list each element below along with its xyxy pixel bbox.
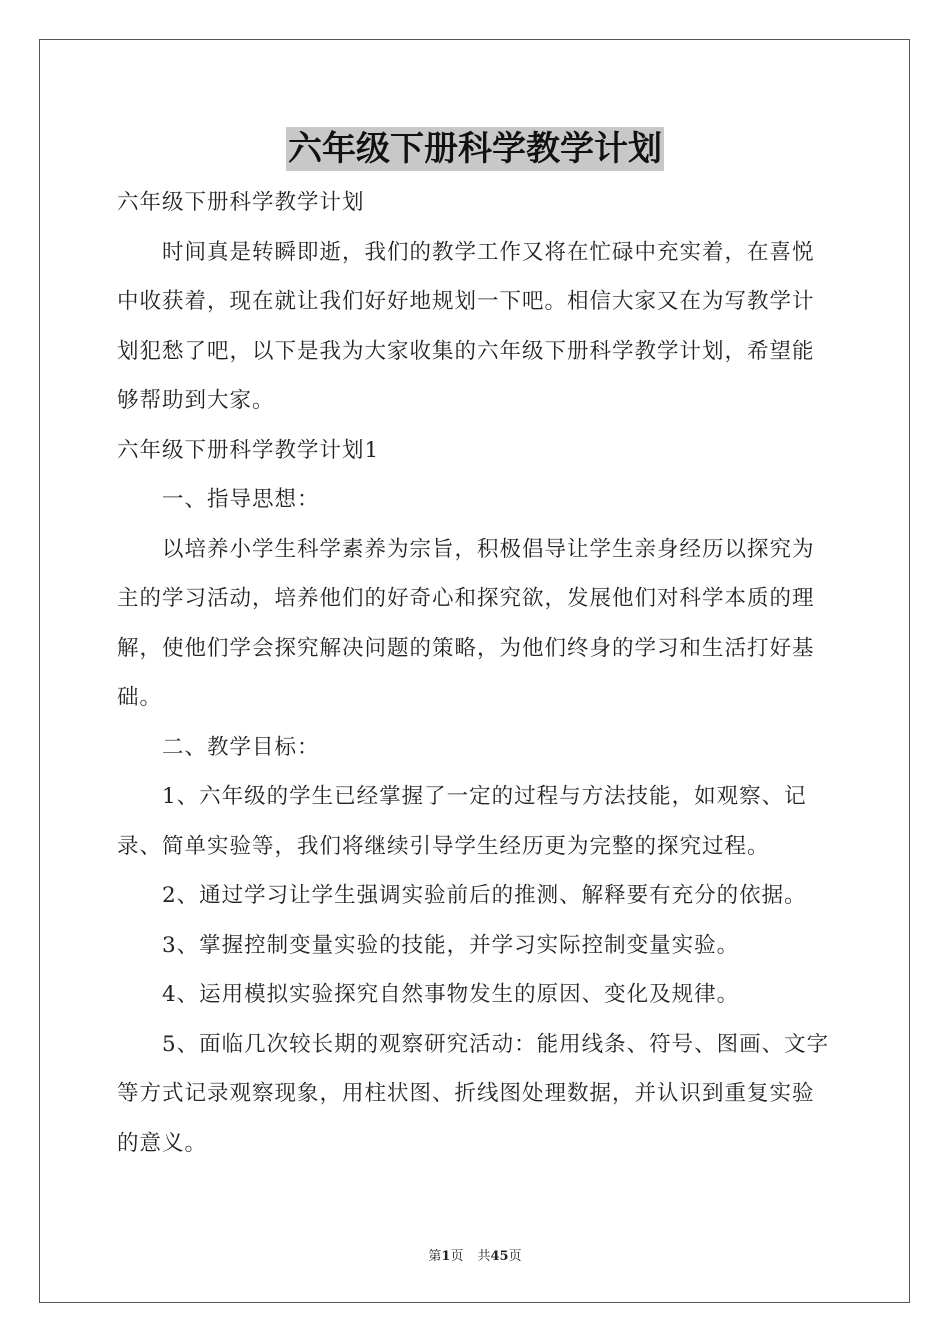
title-container bbox=[0, 127, 950, 171]
current-page-number: 1 bbox=[441, 1249, 451, 1264]
page-footer bbox=[0, 1245, 950, 1264]
total-prefix: 共 bbox=[477, 1249, 491, 1264]
goal-item-5: 5、面临几次较长期的观察研究活动：能用线条、符号、图画、文字等方式记录观察现象，用柱状图、折线图处理数据，并认识到重复实验的意义。 bbox=[117, 1031, 830, 1156]
intro-paragraph: 时间真是转瞬即逝，我们的教学工作又将在忙碌中充实着，在喜悦中收获着，现在就让我们好好地规划一下吧。相信大家又在为写教学计划犯愁了吧，以下是我为大家收集的六年级下册科学教学计划，希望能够帮助到大家。 bbox=[117, 239, 815, 413]
section-heading: 六年级下册科学教学计划1 bbox=[117, 437, 380, 463]
page-prefix: 第 bbox=[428, 1249, 442, 1264]
document-title: 六年级下册科学教学计划 bbox=[288, 129, 662, 169]
page-suffix: 页 bbox=[450, 1249, 464, 1264]
subtitle-paragraph: 六年级下册科学教学计划 bbox=[117, 190, 365, 215]
total-suffix: 页 bbox=[508, 1249, 522, 1264]
teaching-goals-heading: 二、教学目标： bbox=[162, 734, 320, 760]
guiding-ideology-paragraph: 以培养小学生科学素养为宗旨，积极倡导让学生亲身经历以探究为主的学习活动，培养他们的好奇心和探究欲，发展他们对科学本质的理解，使他们学会探究解决问题的策略，为他们终身的学习和生活打好基础。 bbox=[117, 536, 815, 710]
goal-item-4: 4、运用模拟实验探究自然事物发生的原因、变化及规律。 bbox=[162, 982, 740, 1007]
document-body bbox=[117, 178, 833, 1168]
goal-item-2: 2、通过学习让学生强调实验前后的推测、解释要有充分的依据。 bbox=[162, 883, 807, 908]
goal-item-3: 3、掌握控制变量实验的技能，并学习实际控制变量实验。 bbox=[162, 932, 740, 958]
total-page-count: 45 bbox=[490, 1249, 509, 1264]
goal-item-1: 1、六年级的学生已经掌握了一定的过程与方法技能，如观察、记录、简单实验等，我们将继续引导学生经历更为完整的探究过程。 bbox=[117, 784, 807, 859]
guiding-ideology-heading: 一、指导思想： bbox=[162, 487, 320, 512]
